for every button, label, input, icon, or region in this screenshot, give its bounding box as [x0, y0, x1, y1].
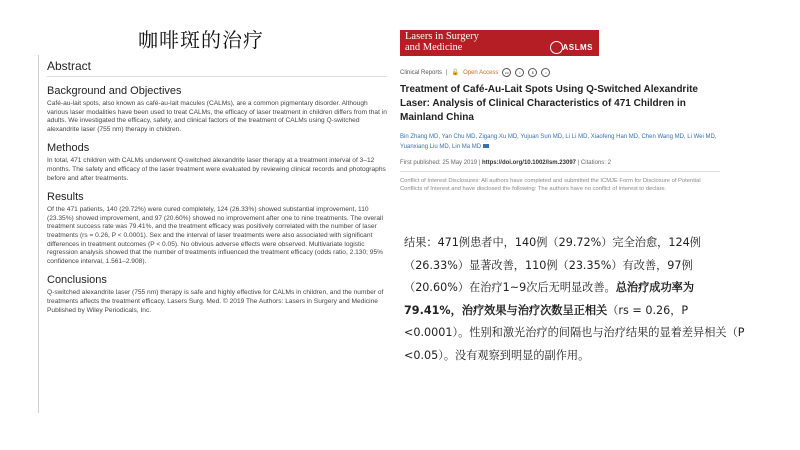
- open-access-label: Open Access: [463, 69, 499, 76]
- nc-icon: $: [528, 68, 537, 77]
- section-title-results: Results: [47, 191, 84, 204]
- abstract-divider: [47, 76, 387, 77]
- article-title: Treatment of Café-Au-Lait Spots Using Q-Switched Alexandrite Laser: Analysis of Clinical Characteristics of 471 Children in Mainland China: [400, 84, 698, 123]
- journal-title-line2: and Medicine: [405, 42, 463, 53]
- journal-title-line1: Lasers in Surgery: [405, 31, 479, 42]
- society-logo: ASLMS: [562, 43, 593, 52]
- section-text-conclusions: Q-switched alexandrite laser (755 nm) therapy is safe and highly effective for CALMs in children, and the number of treatments affects the treatment efficacy. Lasers Surg. Med. © 2019 The Authors: Lasers in Surgery and Medicine Published by Wiley Periodicals, Inc.: [47, 289, 384, 314]
- separator: |: [446, 69, 448, 76]
- section-text-results: Of the 471 patients, 140 (29.72%) were cured completely, 124 (26.33%) showed substantial improvement, 110 (23.35%) showed improvement, and 97 (20.60%) showed no improvement after one to nine treatments. The overall treatment success rate was 79.41%, and the treatment efficacy was positively correlated with the number of laser treatments (rs = 0.26, P < 0.0001). Sex and the interval of laser treatments were also associated with significant differences in treatment outcomes (P < 0.05). No obvious adverse effects were observed. Multivariate logistic regression analysis showed that the number of treatments influenced the treatment efficacy (odds ratio, 2.130; 95% confidence interval, 1.561–2.908).: [47, 206, 383, 265]
- slide-title: 咖啡斑的治疗: [138, 28, 264, 52]
- publication-row: First published: 25 May 2019 | https://doi.org/10.1002/lsm.23097 | Citations: 2: [400, 160, 611, 166]
- section-title-conclusions: Conclusions: [47, 274, 107, 287]
- article-meta-row: [400, 68, 730, 77]
- open-lock-icon: 🔓: [451, 70, 460, 76]
- first-published: First published: 25 May 2019: [400, 160, 478, 166]
- globe-logo-icon: [550, 41, 563, 54]
- email-icon[interactable]: [483, 144, 489, 148]
- conflict-of-interest: Conflict of Interest Disclosures: All authors have completed and submitted the ICMJE Form for Disclosure of Potential Conflicts of Interest and have disclosed the following: The authors have no conflict of interest to declare.: [400, 178, 701, 192]
- abstract-panel: [38, 55, 387, 413]
- section-title-methods: Methods: [47, 142, 90, 155]
- journal-banner: [400, 30, 599, 56]
- authors-text[interactable]: Bin Zhang MD, Yan Chu MD, Zigang Xu MD, Yujuan Sun MD, Li Li MD, Xiaofeng Han MD, Chen Wang MD, Li Wei MD, Yuanxiang Liu MD, Lin Ma MD: [400, 134, 717, 150]
- section-title-background: Background and Objectives: [47, 85, 182, 97]
- cc-icon: cc: [502, 68, 511, 77]
- citations-count[interactable]: Citations: 2: [580, 160, 611, 166]
- journal-title: [405, 31, 479, 53]
- abstract-heading: Abstract: [47, 59, 92, 73]
- nd-icon: =: [541, 68, 550, 77]
- chinese-summary: [404, 232, 750, 367]
- report-type: Clinical Reports: [400, 69, 443, 76]
- doi-link[interactable]: https://doi.org/10.1002/lsm.23097: [481, 160, 576, 166]
- section-text-methods: In total, 471 children with CALMs underwent Q-switched alexandrite laser therapy at a treatment interval of 3–12 months. The safety and efficacy of the laser treatment were evaluated by reviewing clinical records and photographs before and after treatments.: [47, 157, 386, 182]
- author-list[interactable]: [400, 132, 730, 152]
- by-icon: i: [515, 68, 524, 77]
- summary-part1: 结果：471例患者中，140例（29.72%）完全治愈，124例（26.33%）显著改善，110例（23.35%）有改善，97例（20.60%）在治疗1~9次后无明显改善。: [404, 236, 701, 294]
- article-divider: [400, 171, 720, 172]
- section-text-background: Café-au-lait spots, also known as café-au-lait macules (CALMs), are a common pigmentary disorder. Although various laser modalities have been used to treat CALMs, the efficacy of laser treatment in children differs from that in adults. We investigated the efficacy, safety, and clinical factors of the treatment of CALMs using Q-switched alexandrite laser (755 nm) therapy in children.: [47, 100, 387, 133]
- summary-part2: （rs = 0.26，P <0.0001）。性别和激光治疗的间隔也与治疗结果的显着差异相关（P <0.05）。没有观察到明显的副作用。: [404, 303, 745, 362]
- article-header: [400, 30, 730, 193]
- summary-bold: 总治疗成功率为79.41%，治疗效果与治疗次数呈正相关: [404, 281, 695, 317]
